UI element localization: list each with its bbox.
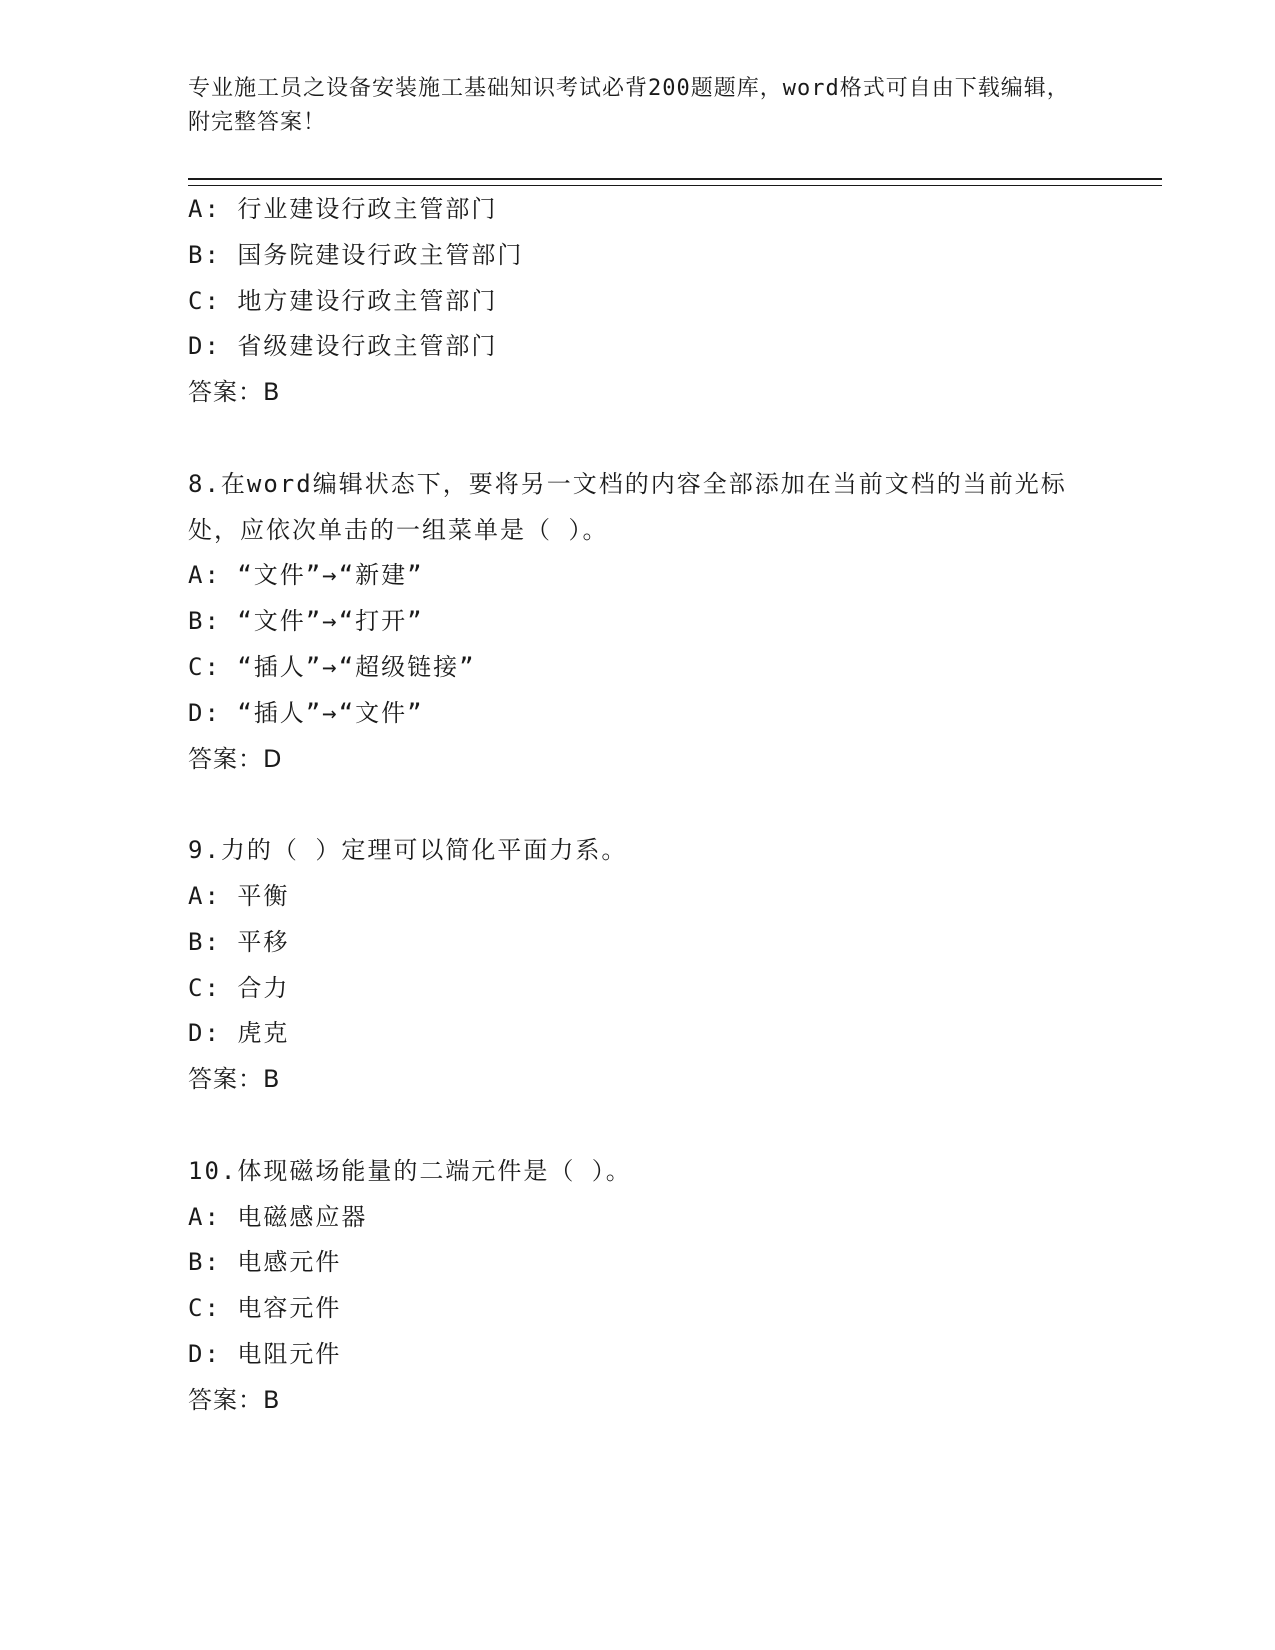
option-d: D: 虎克 — [188, 1019, 290, 1048]
option-c: C: “插人”→“超级链接” — [188, 652, 476, 681]
option-b: B: “文件”→“打开” — [188, 607, 424, 636]
option-b: B: 电感元件 — [188, 1248, 342, 1277]
spacer — [188, 1103, 1088, 1149]
option-b: B: 国务院建设行政主管部门 — [188, 240, 524, 269]
question-stem: 9.力的（ ）定理可以简化平面力系。 — [188, 836, 628, 865]
option-d: D: 电阻元件 — [188, 1339, 342, 1368]
option-a: A: 平衡 — [188, 881, 290, 910]
answer-line: 答案：B — [188, 378, 281, 407]
answer-line: 答案：D — [188, 744, 283, 773]
question-block-continued — [188, 187, 1088, 416]
question-block-9 — [188, 828, 1088, 1103]
option-c: C: 地方建设行政主管部门 — [188, 286, 498, 315]
question-stem: 10.体现磁场能量的二端元件是（ ）。 — [188, 1156, 632, 1185]
question-list — [188, 187, 1088, 1424]
option-d: D: 省级建设行政主管部门 — [188, 332, 498, 361]
option-a: A: 电磁感应器 — [188, 1202, 368, 1231]
document-header: 专业施工员之设备安装施工基础知识考试必背200题题库，word格式可自由下载编辑，附完整答案！ — [188, 76, 1070, 135]
question-block-8 — [188, 462, 1088, 783]
spacer — [188, 782, 1088, 828]
header-divider — [188, 178, 1162, 186]
question-stem: 8.在word编辑状态下，要将另一文档的内容全部添加在当前文档的当前光标处，应依次单击的一组菜单是（ ）。 — [188, 469, 1067, 544]
option-a: A: “文件”→“新建” — [188, 561, 424, 590]
answer-line: 答案：B — [188, 1065, 281, 1094]
option-c: C: 合力 — [188, 973, 290, 1002]
option-a: A: 行业建设行政主管部门 — [188, 195, 498, 223]
option-d: D: “插人”→“文件” — [188, 698, 424, 727]
option-b: B: 平移 — [188, 927, 290, 956]
answer-line: 答案：B — [188, 1385, 281, 1414]
option-c: C: 电容元件 — [188, 1294, 342, 1323]
spacer — [188, 416, 1088, 462]
question-block-10 — [188, 1149, 1088, 1424]
